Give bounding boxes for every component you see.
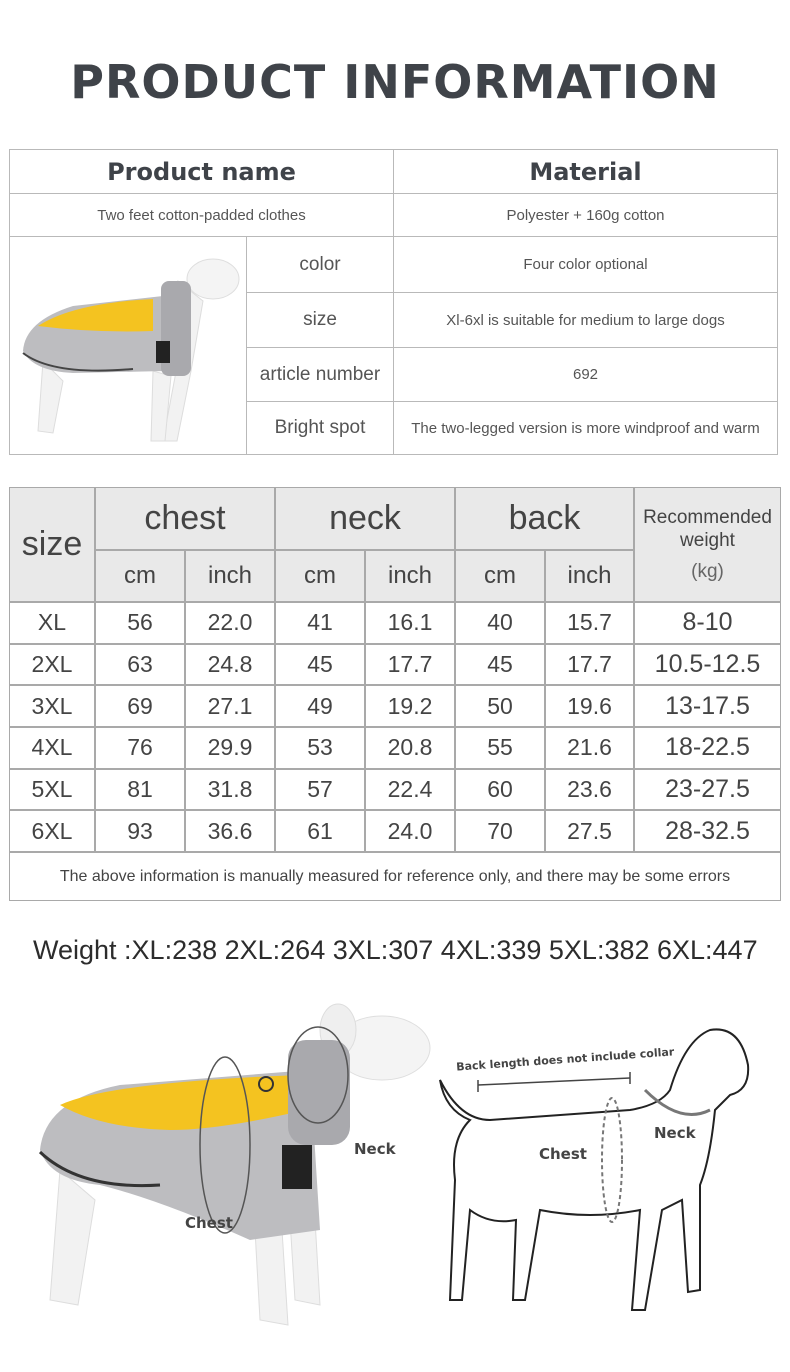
- neck-inch-header: inch: [366, 551, 456, 603]
- back-inch-cell: 19.6: [546, 686, 635, 728]
- neck-cm-cell: 53: [276, 728, 366, 770]
- recommended-weight-label: Recommended weight: [643, 507, 772, 551]
- back-inch-cell: 23.6: [546, 770, 635, 812]
- weight-cell: 28-32.5: [635, 811, 780, 853]
- bright-spot-label: Bright spot: [247, 402, 394, 454]
- back-cm-cell: 55: [456, 728, 546, 770]
- article-number-value: 692: [394, 348, 777, 402]
- back-cm-cell: 45: [456, 645, 546, 687]
- chest-cm-cell: 69: [96, 686, 186, 728]
- chest-cm-cell: 56: [96, 603, 186, 645]
- back-cm-cell: 70: [456, 811, 546, 853]
- material-value: Polyester + 160g cotton: [394, 194, 777, 237]
- back-inch-header: inch: [546, 551, 635, 603]
- chest-cm-header: cm: [96, 551, 186, 603]
- color-label: color: [247, 237, 394, 293]
- neck-cm-header: cm: [276, 551, 366, 603]
- back-length-label: Back length does not include collar: [455, 1045, 675, 1074]
- neck-inch-cell: 19.2: [366, 686, 456, 728]
- color-value: Four color optional: [394, 237, 777, 293]
- neck-inch-cell: 16.1: [366, 603, 456, 645]
- size-rows: [10, 603, 780, 853]
- chest-header: chest: [96, 488, 276, 551]
- back-inch-cell: 27.5: [546, 811, 635, 853]
- neck-inch-cell: 24.0: [366, 811, 456, 853]
- size-cell: 3XL: [10, 686, 96, 728]
- chest-inch-cell: 29.9: [186, 728, 276, 770]
- chest-inch-cell: 36.6: [186, 811, 276, 853]
- back-inch-cell: 15.7: [546, 603, 635, 645]
- chest-inch-cell: 22.0: [186, 603, 276, 645]
- chest-cm-cell: 81: [96, 770, 186, 812]
- neck-label-right: Neck: [654, 1124, 696, 1142]
- back-cm-header: cm: [456, 551, 546, 603]
- size-cell: 2XL: [10, 645, 96, 687]
- chest-inch-cell: 27.1: [186, 686, 276, 728]
- chest-cm-cell: 63: [96, 645, 186, 687]
- size-cell: 4XL: [10, 728, 96, 770]
- bright-spot-value: The two-legged version is more windproof and warm: [411, 419, 760, 437]
- weight-cell: 8-10: [635, 603, 780, 645]
- weight-cell: 13-17.5: [635, 686, 780, 728]
- dog-outline-diagram: [430, 1010, 770, 1340]
- size-cell: 6XL: [10, 811, 96, 853]
- back-cm-cell: 50: [456, 686, 546, 728]
- product-name-value: Two feet cotton-padded clothes: [10, 194, 394, 237]
- chest-label-left: Chest: [185, 1214, 233, 1232]
- size-cell: XL: [10, 603, 96, 645]
- weight-cell: 23-27.5: [635, 770, 780, 812]
- recommended-weight-header: [635, 488, 780, 603]
- back-cm-cell: 40: [456, 603, 546, 645]
- product-photo-cell: [10, 237, 247, 454]
- dog-coat-photo: [13, 241, 243, 451]
- neck-inch-cell: 22.4: [366, 770, 456, 812]
- back-inch-cell: 21.6: [546, 728, 635, 770]
- material-header: Material: [394, 150, 777, 194]
- size-label: size: [247, 293, 394, 348]
- neck-header: neck: [276, 488, 456, 551]
- chest-label-right: Chest: [539, 1145, 587, 1163]
- neck-label-left: Neck: [354, 1140, 396, 1158]
- chest-inch-cell: 24.8: [186, 645, 276, 687]
- neck-cm-cell: 41: [276, 603, 366, 645]
- back-header: back: [456, 488, 635, 551]
- neck-cm-cell: 49: [276, 686, 366, 728]
- size-column-header: size: [10, 488, 96, 603]
- neck-cm-cell: 45: [276, 645, 366, 687]
- chest-inch-header: inch: [186, 551, 276, 603]
- measurement-note: The above information is manually measured for reference only, and there may be some errors: [59, 867, 731, 885]
- neck-cm-cell: 57: [276, 770, 366, 812]
- size-value: Xl-6xl is suitable for medium to large dogs: [394, 293, 777, 348]
- back-inch-cell: 17.7: [546, 645, 635, 687]
- neck-cm-cell: 61: [276, 811, 366, 853]
- coat-measurement-photo: [20, 1000, 440, 1340]
- recommended-weight-unit: (kg): [691, 561, 724, 582]
- chest-cm-cell: 93: [96, 811, 186, 853]
- weights-line: Weight :XL:238 2XL:264 3XL:307 4XL:339 5XL:382 6XL:447: [33, 935, 758, 965]
- weight-cell: 18-22.5: [635, 728, 780, 770]
- product-info-table: [9, 149, 778, 455]
- size-table: [9, 487, 781, 901]
- size-cell: 5XL: [10, 770, 96, 812]
- neck-inch-cell: 20.8: [366, 728, 456, 770]
- dog-coat-measure-illustration: [20, 1000, 440, 1340]
- page-title: PRODUCT INFORMATION: [70, 55, 720, 109]
- chest-inch-cell: 31.8: [186, 770, 276, 812]
- back-cm-cell: 60: [456, 770, 546, 812]
- weight-cell: 10.5-12.5: [635, 645, 780, 687]
- neck-inch-cell: 17.7: [366, 645, 456, 687]
- chest-cm-cell: 76: [96, 728, 186, 770]
- article-number-label: article number: [247, 348, 394, 402]
- product-name-header: Product name: [10, 150, 394, 194]
